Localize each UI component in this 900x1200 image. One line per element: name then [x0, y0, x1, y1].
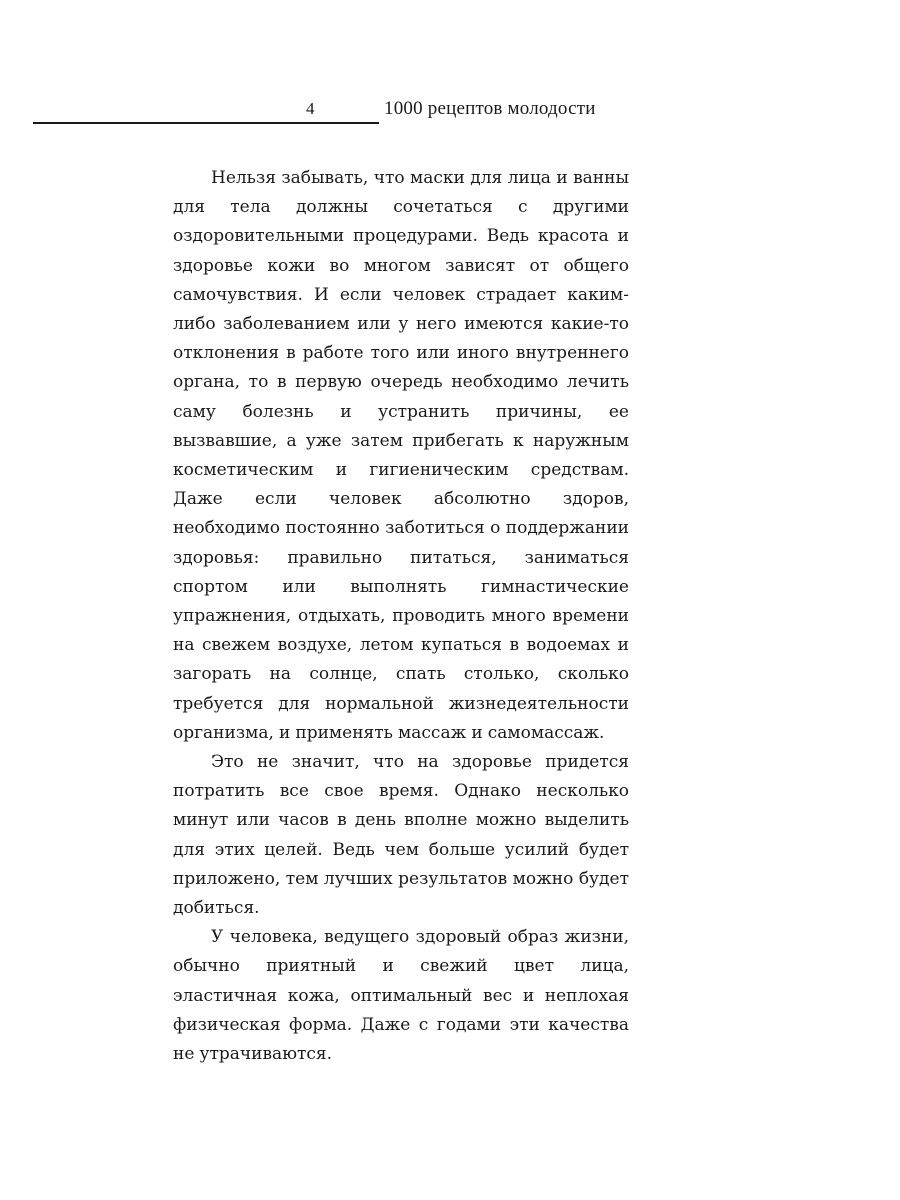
paragraph-2: Это не значит, что на здоровье придется потратить все свое время. Однако несколько минут или часов в день вполне можно выделить для этих целей. Ведь чем больше усилий будет приложено, тем лучших результатов можно будет добиться.: [173, 752, 629, 919]
header-rule: [33, 122, 379, 124]
body-text: [173, 164, 629, 1069]
page-number: 4: [306, 99, 315, 118]
running-header: [0, 96, 900, 126]
running-title: 1000 рецептов молодости: [384, 98, 596, 119]
paragraph-1: Нельзя забывать, что маски для лица и ванны для тела должны сочетаться с другими оздоровительными процедурами. Ведь красота и здоровье кожи во многом зависят от общего самочувствия. И если человек страдает каким-либо заболеванием или у него имеются какие-то отклонения в работе того или иного внутреннего органа, то в первую очередь необходимо лечить саму болезнь и устранить причины, ее вызвавшие, а уже затем прибегать к наружным косметическим и гигиеническим средствам. Даже если человек абсолютно здоров, необходимо постоянно заботиться о поддержании здоровья: правильно питаться, заниматься спортом или выполнять гимнастические упражнения, отдыхать, проводить много времени на свежем воздухе, летом купаться в водоемах и загорать на солнце, спать столько, сколько требуется для нормальной жизнедеятельности организма, и применять массаж и самомассаж.: [173, 168, 629, 743]
paragraph-3: У человека, ведущего здоровый образ жизни, обычно приятный и свежий цвет лица, эластичная кожа, оптимальный вес и неплохая физическая форма. Даже с годами эти качества не утрачиваются.: [173, 927, 629, 1065]
